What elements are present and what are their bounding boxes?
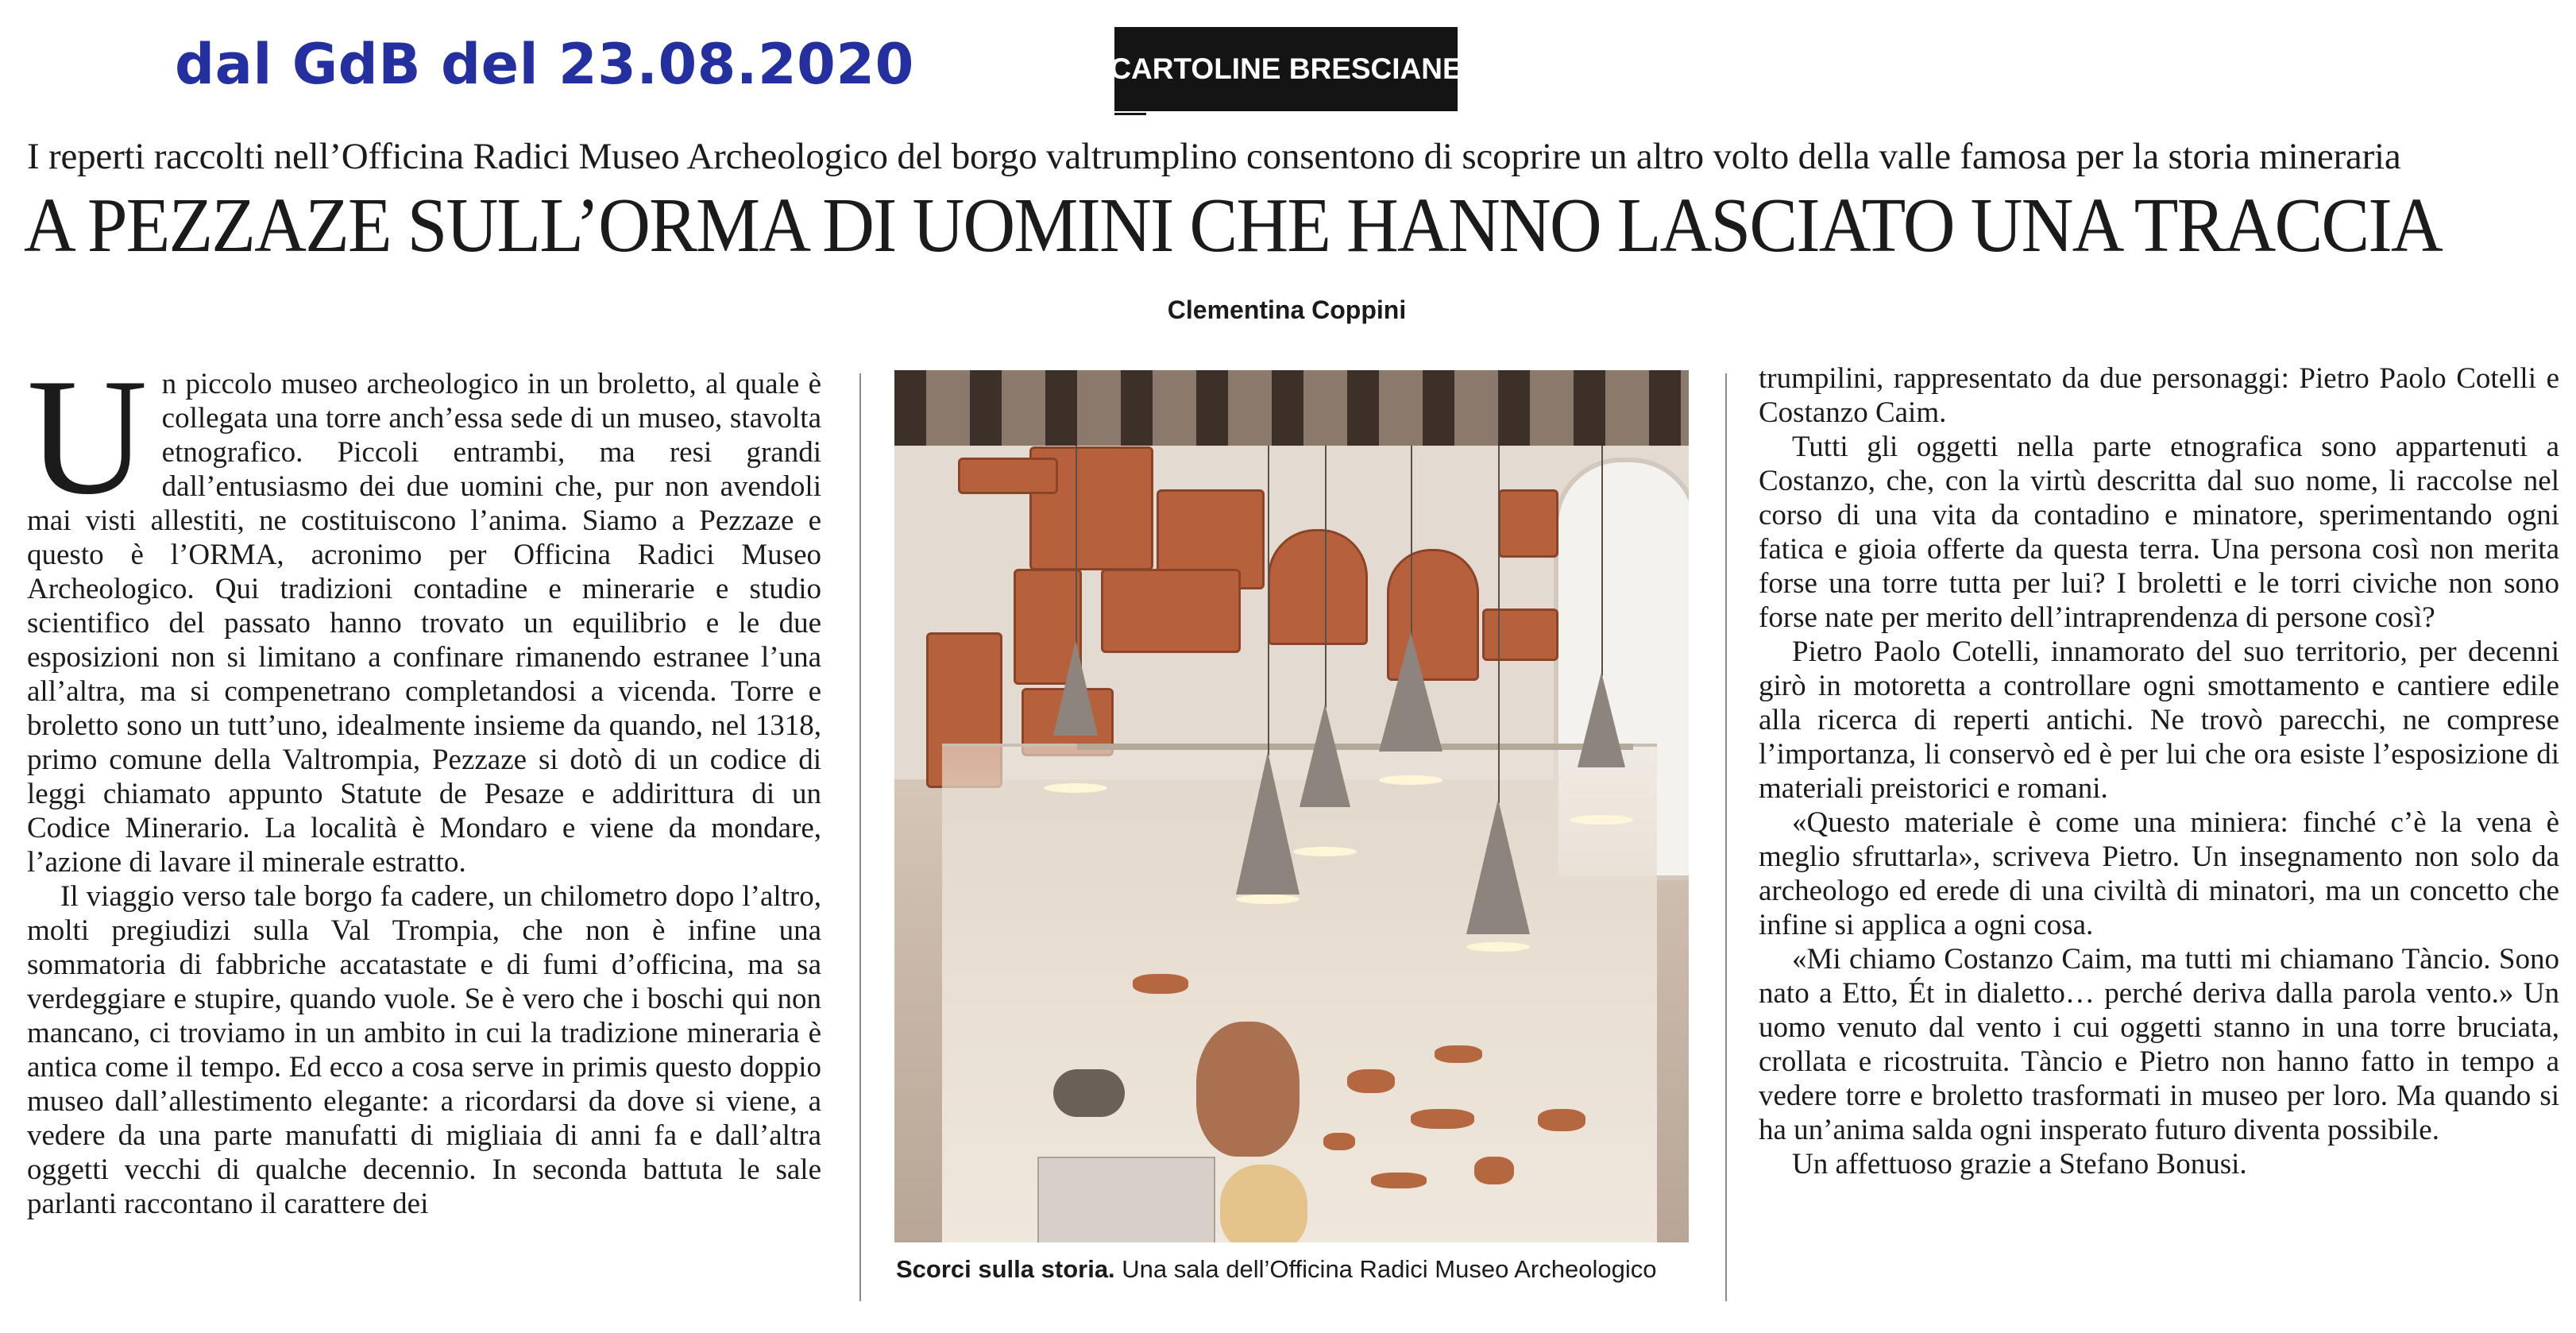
display-shelf	[1077, 744, 1633, 750]
stone-tablet	[1101, 569, 1241, 653]
photo-caption	[896, 1255, 1698, 1284]
paragraph-text: n piccolo museo archeologico in un broletto, al quale è collegata una torre anch’essa sede di un museo, stavolta etnografico. Piccoli entrambi, ma resi grandi dall’entusiasmo dei due uomini che, pur non avendoli mai visti allestiti, ne costituiscono l’anima. Siamo a Pezzaze e questo è l’ORMA, acronimo per Officina Radici Museo Archeologico. Qui tradizioni contadine e minerarie e studio scientifico del passato hanno trovato un equilibrio e le due esposizioni non si limitano a confinare rimanendo estranee l’una all’altra, ma si compenetrano completandosi a vicenda. Torre e broletto sono un tutt’uno, idealmente insieme da quando, nel 1318, primo comune della Valtrompia, Pezzaze si dotò di un codice di leggi chiamato appunto Statute de Pesaze e addirittura di un Codice Minerario. La località è Mondaro e viene da mondare, l’azione di lavare il minerale estratto.	[27, 368, 821, 879]
stone-tablet	[1482, 609, 1558, 661]
paragraph: trumpilini, rappresentato da due personaggi: Pietro Paolo Cotelli e Costanzo Caim.	[1759, 362, 2559, 429]
section-tag-underline	[1114, 113, 1146, 115]
ceramic-jar	[1220, 1165, 1307, 1242]
stone-tablet	[958, 458, 1058, 494]
photo-ceiling	[894, 370, 1689, 446]
article-column-1	[27, 345, 821, 1221]
pottery-shard	[1323, 1133, 1355, 1150]
lamp-cord	[1601, 446, 1603, 676]
source-label: dal GdB del 23.08.2020	[175, 32, 914, 97]
headline: A PEZZAZE SULL’ORMA DI UOMINI CHE HANNO LASCIATO UNA TRACCIA	[24, 183, 2442, 269]
pottery-shard	[1133, 974, 1188, 994]
paragraph: «Mi chiamo Costanzo Caim, ma tutti mi chiamano Tàncio. Sono nato a Etto, Ét in dialetto… perché deriva dalla parola vento.» Un uomo venuto dal vento i cui oggetti stanno in una torre bruciata, crollata e ricostruita. Tàncio e Pietro non hanno fatto in tempo a vedere torre e broletto trasformati in museo per loro. Ma quando si ha un’anima salda ogni insperato futuro diventa possibile.	[1759, 943, 2559, 1146]
article-column-3	[1759, 361, 2559, 1181]
display-label	[1037, 1157, 1215, 1242]
pottery-shard	[1411, 1109, 1474, 1129]
pottery-shard	[1347, 1069, 1395, 1093]
lamp-cord	[1411, 446, 1412, 636]
section-tag: CARTOLINE BRESCIANE	[1114, 27, 1458, 111]
stone-tablet	[1498, 489, 1558, 558]
column-rule	[1725, 373, 1727, 1301]
caption-bold: Scorci sulla storia.	[896, 1255, 1115, 1283]
pottery-shard	[1435, 1045, 1482, 1063]
drop-cap: U	[27, 345, 148, 529]
stone-object	[1053, 1069, 1125, 1117]
paragraph: «Questo materiale è come una miniera: finché c’è la vena è meglio sfruttarla», scriveva Pietro. Un insegnamento non solo da archeologo ed erede di una civiltà di minatori, ma un concetto che infine si applica a ogni cosa.	[1759, 806, 2559, 941]
ceramic-jug	[1196, 1022, 1300, 1157]
lamp-cord	[1498, 446, 1500, 803]
paragraph: Pietro Paolo Cotelli, innamorato del suo territorio, per decenni girò in motoretta a controllare ogni smottamento e cantiere edile alla ricerca di reperti antichi. Ne trovò parecchi, ne comprese l’importanza, li conservò ed è per lui che ora esiste l’esposizione di materiali preistorici e romani.	[1759, 636, 2559, 805]
lamp-cord	[1268, 446, 1269, 755]
pendant-lamp	[1300, 704, 1350, 807]
pottery-shard	[1538, 1109, 1585, 1131]
byline: Clementina Coppini	[1167, 296, 1407, 324]
pottery-shard	[1474, 1157, 1514, 1184]
pendant-lamp	[1053, 640, 1098, 736]
lamp-cord	[1325, 446, 1327, 708]
caption-text: Una sala dell’Officina Radici Museo Archeologico	[1114, 1255, 1657, 1283]
pendant-lamp	[1466, 799, 1530, 934]
pendant-lamp	[1379, 632, 1442, 752]
column-rule	[859, 373, 861, 1301]
pendant-lamp	[1236, 752, 1300, 894]
paragraph: Tutti gli oggetti nella parte etnografica sono appartenuti a Costanzo, che, con la virtù descritta dal suo nome, li raccolse nel corso di una vita da contadino e minatore, sperimentando ogni fatica e gioia offerte da questa terra. Una persona così non merita forse una torre tutta per lui? I broletti e le torri civiche non sono forse nate per merito dell’intraprendenza di persone così?	[1759, 431, 2559, 634]
stone-tablet	[1268, 529, 1368, 645]
lamp-cord	[1076, 446, 1077, 644]
paragraph	[27, 345, 821, 879]
paragraph: Un affettuoso grazie a Stefano Bonusi.	[1792, 1148, 2247, 1180]
paragraph: Il viaggio verso tale borgo fa cadere, un chilometro dopo l’altro, molti pregiudizi sulla Val Trompia, che non è infine una sommatoria di fabbriche accatastate e di fumi d’officina, ma sa verdeggiare e stupire, quando vuole. Se è vero che i boschi qui non mancano, ci troviamo in un ambito in cui la tradizione mineraria è antica come il tempo. Ed ecco a cosa serve in primis questo doppio museo dall’allestimento elegante: a ricordarsi da dove si viene, a vedere da una parte manufatti di migliaia di anni fa e dall’altra oggetti vecchi di qualche decennio. In seconda battuta le sale parlanti raccontano il carattere dei	[27, 880, 821, 1220]
pottery-shard	[1371, 1173, 1427, 1188]
museum-photo	[894, 370, 1689, 1242]
kicker: I reperti raccolti nell’Officina Radici Museo Archeologico del borgo valtrumplino consentono di scoprire un altro volto della valle famosa per la storia mineraria	[27, 136, 2401, 177]
pendant-lamp	[1578, 672, 1625, 767]
